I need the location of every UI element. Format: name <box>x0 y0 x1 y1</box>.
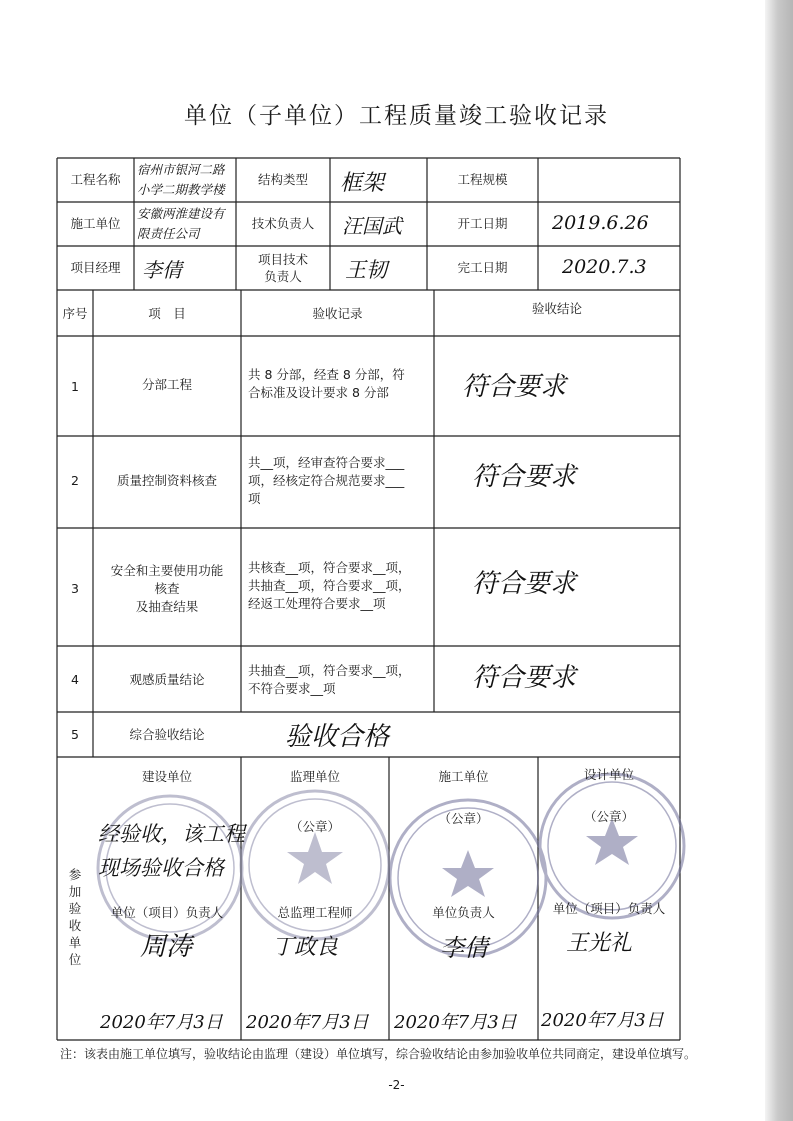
construction-unit-handwritten-line-2: 现场验收合格 <box>98 856 224 880</box>
contractor-unit-seal-label: （公章） <box>438 811 489 826</box>
row-3-record-line-2: 共抽查__项，符合要求__项， <box>248 578 411 593</box>
project-tech-lead-value: 王韧 <box>345 258 387 282</box>
design-unit-seal-label: （公章） <box>583 809 634 824</box>
supervision-unit-seal-label: （公章） <box>289 819 340 834</box>
structure-type-value: 框架 <box>340 171 385 196</box>
row-4-conclusion: 符合要求 <box>472 663 577 693</box>
design-unit-title: 设计单位 <box>583 767 634 782</box>
page-number: -2- <box>388 1078 405 1092</box>
design-unit-signature: 王光礼 <box>566 931 633 956</box>
row-3-number: 3 <box>71 581 79 596</box>
design-unit-date: 2020年7月3日 <box>541 1010 664 1031</box>
finish-date-label: 完工日期 <box>457 260 508 275</box>
contractor-unit-person-label: 单位负责人 <box>432 905 495 920</box>
col-record-header: 验收记录 <box>312 306 363 321</box>
supervision-unit-signature: 丁政良 <box>272 935 339 960</box>
start-date-value: 2019.6.26 <box>552 212 649 234</box>
construction-unit-person-label: 单位（项目）负责人 <box>110 905 224 920</box>
contractor-label: 施工单位 <box>70 216 121 231</box>
signoff-side-label: 参 加 验 收 单 位 <box>68 867 82 967</box>
supervision-unit-date: 2020年7月3日 <box>246 1012 369 1033</box>
design-unit-person-label: 单位（项目）负责人 <box>552 901 666 916</box>
row-1-number: 1 <box>71 379 79 394</box>
row-5-conclusion: 验收合格 <box>285 722 390 752</box>
row-4-record-line-1: 共抽查__项，符合要求__项， <box>248 663 411 678</box>
project-name-value: 宿州市银河二路小学二期教学楼 <box>137 162 225 197</box>
construction-unit-title: 建设单位 <box>141 769 192 784</box>
seal-star-icon <box>287 832 343 884</box>
row-2-item: 质量控制资料核查 <box>116 473 217 488</box>
contractor-unit-signature: 李倩 <box>440 934 488 962</box>
tech-lead-label: 技术负责人 <box>251 216 315 231</box>
col-seq-header: 序号 <box>62 306 88 321</box>
project-tech-lead-label-2: 负责人 <box>264 269 302 284</box>
row-3-record-line-3: 经返工处理符合要求__项 <box>248 596 386 611</box>
project-manager-value: 李倩 <box>142 258 182 282</box>
footnote: 注：该表由施工单位填写，验收结论由监理（建设）单位填写，综合验收结论由参加验收单位共同商定，建设单位填写。 <box>60 1047 697 1061</box>
row-5-item: 综合验收结论 <box>129 727 205 742</box>
seal-star-icon <box>586 818 638 865</box>
supervision-unit-title: 监理单位 <box>289 769 340 784</box>
supervision-unit-person-label: 总监理工程师 <box>277 905 353 920</box>
row-2-conclusion: 符合要求 <box>472 462 577 492</box>
structure-type-label: 结构类型 <box>257 172 308 187</box>
row-4-item: 观感质量结论 <box>129 672 205 687</box>
row-4-number: 4 <box>71 672 79 687</box>
row-3-item-line-2: 核查 <box>154 581 180 596</box>
construction-unit-date: 2020年7月3日 <box>100 1012 223 1033</box>
row-1-record-line-1: 共 8 分部，经查 8 分部，符 <box>248 367 405 382</box>
row-3-record-line-1: 共核查__项，符合要求__项， <box>248 560 411 575</box>
project-name-label: 工程名称 <box>70 172 121 187</box>
document-title: 单位（子单位）工程质量竣工验收记录 <box>184 103 609 129</box>
project-tech-lead-label-1: 项目技术 <box>257 252 308 267</box>
row-3-item-line-1: 安全和主要使用功能 <box>110 563 224 578</box>
seal-star-icon <box>442 850 494 897</box>
row-3-conclusion: 符合要求 <box>472 569 577 599</box>
construction-unit-signature: 周涛 <box>140 932 193 962</box>
contractor-value: 安徽两淮建设有限责任公司 <box>137 206 225 241</box>
row-4-record-line-2: 不符合要求__项 <box>248 681 336 696</box>
row-5-number: 5 <box>71 727 79 742</box>
finish-date-value: 2020.7.3 <box>562 256 647 278</box>
row-2-record-line-3: 项 <box>248 491 261 506</box>
project-manager-label: 项目经理 <box>70 260 121 275</box>
row-3-item-line-3: 及抽查结果 <box>135 599 199 614</box>
project-scale-label: 工程规模 <box>457 172 508 187</box>
contractor-unit-date: 2020年7月3日 <box>394 1012 517 1033</box>
row-1-conclusion: 符合要求 <box>462 372 567 402</box>
row-2-record-line-1: 共__项，经审查符合要求___ <box>248 455 405 470</box>
tech-lead-value: 汪国武 <box>342 214 402 238</box>
col-item-header: 项 目 <box>148 306 186 321</box>
col-conclusion-header: 验收结论 <box>531 301 582 316</box>
row-1-record-line-2: 合标准及设计要求 8 分部 <box>248 385 389 400</box>
row-2-record-line-2: 项，经核定符合规范要求___ <box>248 473 405 488</box>
start-date-label: 开工日期 <box>457 216 508 231</box>
construction-unit-handwritten-line-1: 经验收，该工程 <box>98 822 245 846</box>
row-1-item: 分部工程 <box>141 377 192 392</box>
contractor-unit-title: 施工单位 <box>438 769 489 784</box>
row-2-number: 2 <box>71 473 79 488</box>
